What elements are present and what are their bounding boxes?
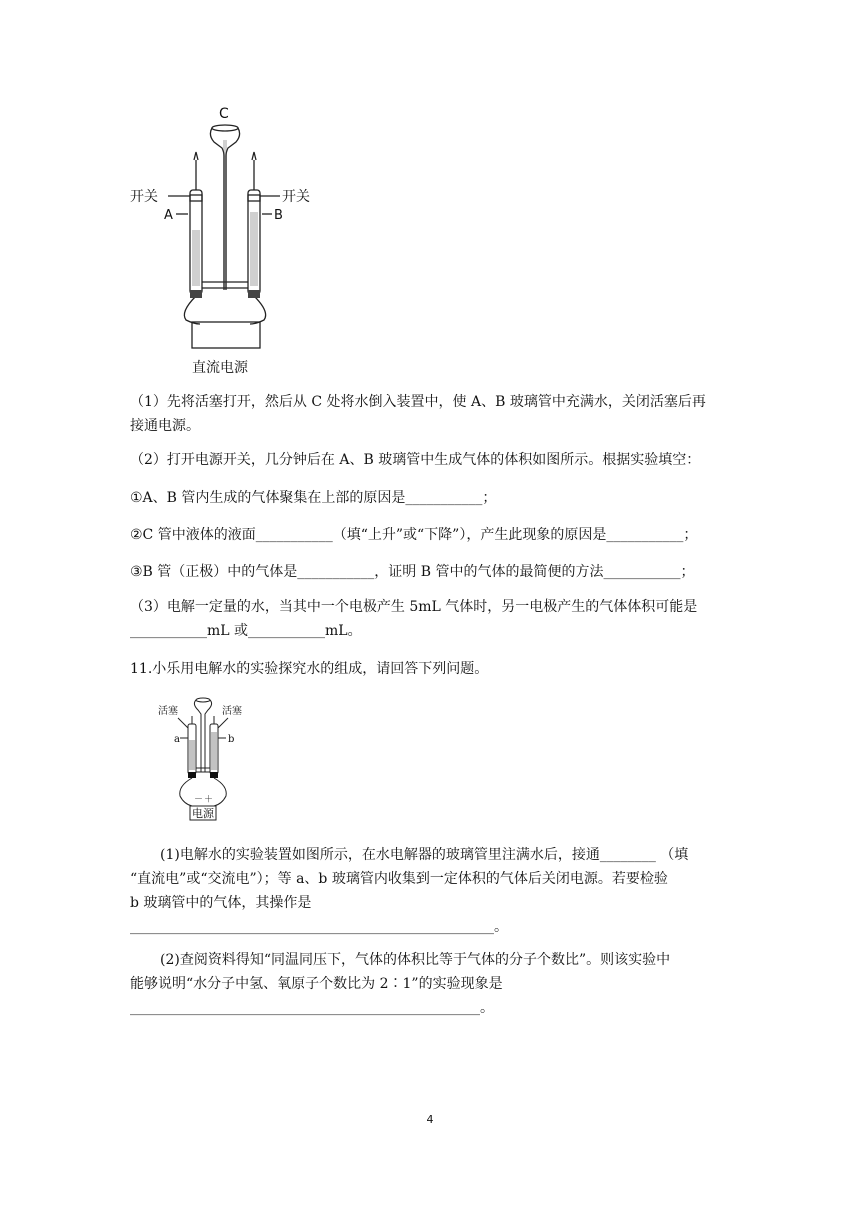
- label-c: C: [219, 106, 229, 122]
- label-minus: －: [194, 795, 204, 805]
- q10-sub1: ①A、B 管内生成的气体聚集在上部的原因是___________；: [130, 490, 497, 506]
- q11-part2-line1: (2)查阅资料得知“同温同压下，气体的体积比等于气体的分子个数比”。则该实验中: [160, 952, 671, 968]
- label-switch-right: 开关: [282, 189, 310, 205]
- label-plus: ＋: [204, 795, 214, 805]
- q11-part2-line2: 能够说明“水分子中氢、氧原子个数比为 2∶1”的实验现象是: [130, 976, 503, 992]
- electrolysis-apparatus-figure-2: [152, 694, 252, 826]
- electrolysis-apparatus-figure-1: [120, 100, 310, 385]
- q11-part1-line3: b 玻璃管中的气体，其操作是: [130, 895, 312, 911]
- label-valve-left: 活塞: [158, 706, 178, 717]
- label-valve-right: 活塞: [222, 706, 242, 717]
- label-b: B: [274, 208, 283, 223]
- q10-part1-line1: （1）先将活塞打开，然后从 C 处将水倒入装置中，使 A、B 玻璃管中充满水，关闭活塞后再: [130, 394, 706, 410]
- q11-part1-line1: (1)电解水的实验装置如图所示，在水电解器的玻璃管里注满水后，接通________ （填: [160, 847, 689, 863]
- q11-part2-line3: __________________________________________________。: [130, 1000, 494, 1016]
- q10-part1-line2: 接通电源。: [130, 418, 200, 434]
- label-power-small: 电源: [192, 807, 214, 820]
- q11-title: 11.小乐用电解水的实验探究水的组成，请回答下列问题。: [130, 661, 489, 677]
- label-switch-left: 开关: [130, 189, 158, 205]
- q11-part1-line4: ____________________________________________________。: [130, 919, 508, 935]
- label-a-small: a: [174, 734, 180, 745]
- q10-sub3: ③B 管（正极）中的气体是___________，证明 B 管中的气体的最简便的方法___________；: [130, 564, 695, 580]
- label-a: A: [164, 208, 173, 223]
- q10-sub2: ②C 管中液体的液面___________（填“上升”或“下降”），产生此现象的原因是___________；: [130, 527, 698, 543]
- label-b-small: b: [228, 734, 235, 745]
- page-number: 4: [426, 1113, 434, 1126]
- q10-part2: （2）打开电源开关，几分钟后在 A、B 玻璃管中生成气体的体积如图所示。根据实验填空：: [130, 452, 701, 468]
- q10-part3-line2: ___________mL 或___________mL。: [130, 623, 362, 639]
- q11-part1-line2: “直流电”或“交流电”）；等 a、b 玻璃管内收集到一定体积的气体后关闭电源。若要检验: [130, 871, 668, 887]
- q10-part3-line1: （3）电解一定量的水，当其中一个电极产生 5mL 气体时，另一电极产生的气体体积可能是: [130, 599, 698, 615]
- label-power: 直流电源: [192, 360, 248, 376]
